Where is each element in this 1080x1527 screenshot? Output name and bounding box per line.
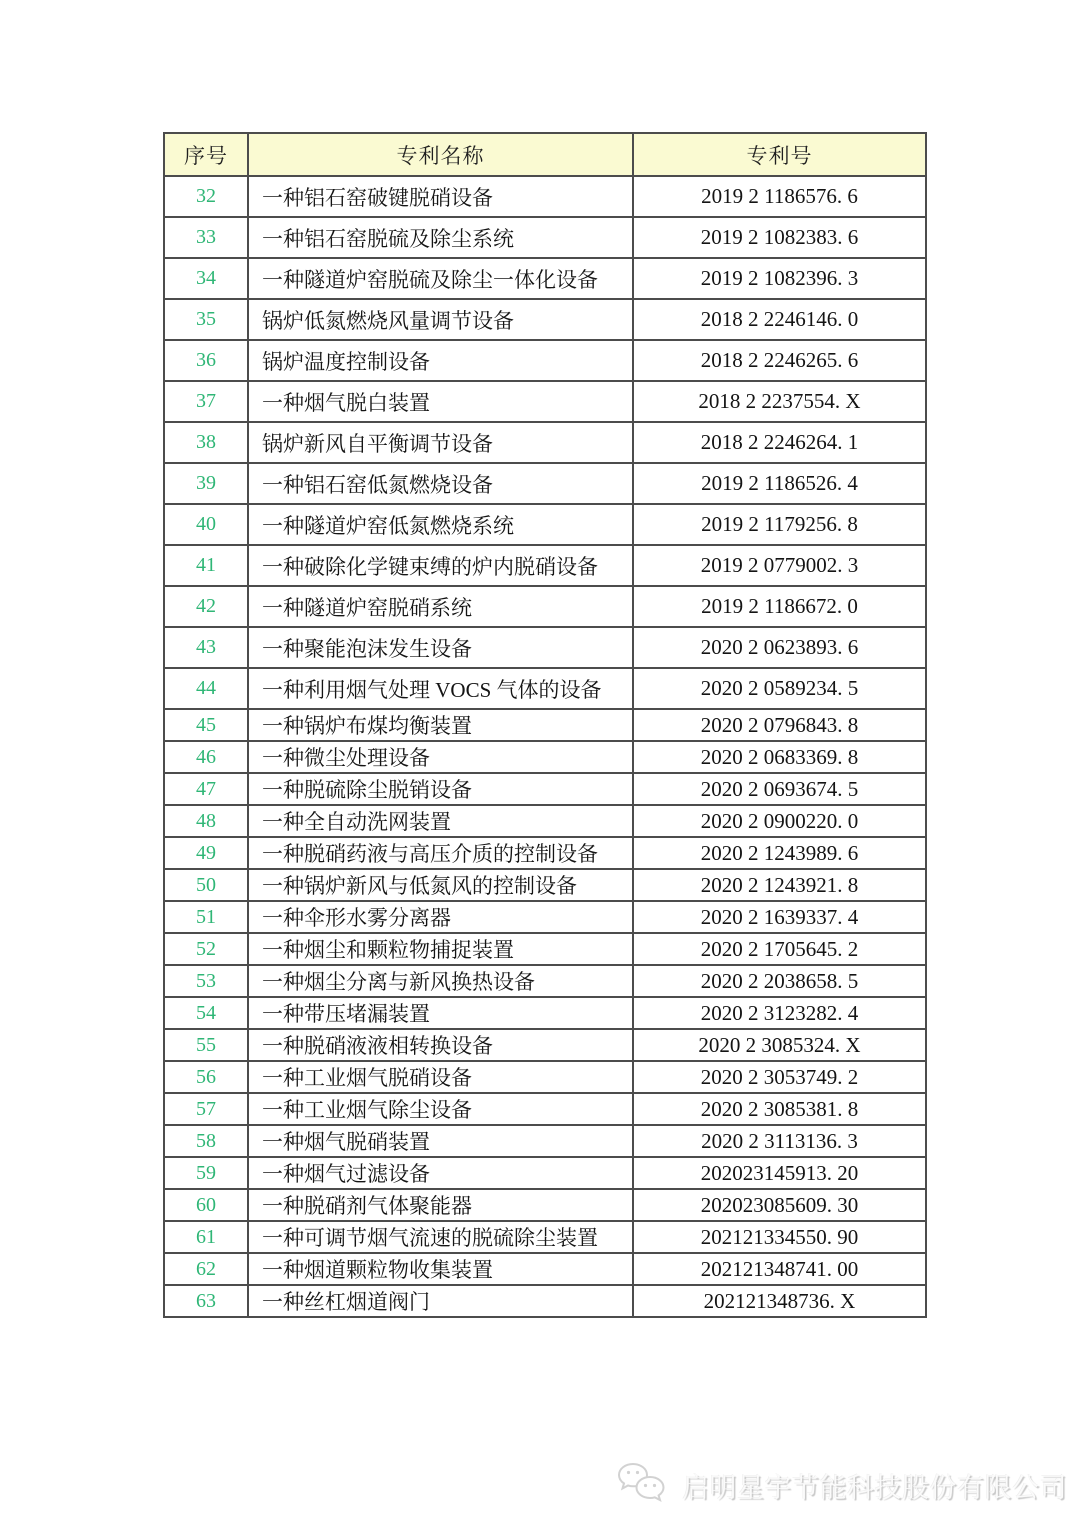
patent-name-cell: 一种可调节烟气流速的脱硫除尘装置 xyxy=(248,1221,633,1253)
table-row xyxy=(164,340,926,381)
patent-number-cell: 2020 2 3085324. X xyxy=(633,1029,926,1061)
table-header-row xyxy=(164,133,926,176)
table-row xyxy=(164,837,926,869)
table-row xyxy=(164,504,926,545)
serial-number-cell: 56 xyxy=(164,1061,248,1093)
serial-number-cell: 37 xyxy=(164,381,248,422)
patent-number-cell: 2020 2 0683369. 8 xyxy=(633,741,926,773)
table-row xyxy=(164,217,926,258)
patent-name-cell: 一种烟气过滤设备 xyxy=(248,1157,633,1189)
patent-number-cell: 2020 2 2038658. 5 xyxy=(633,965,926,997)
patent-name-cell: 一种烟气脱白装置 xyxy=(248,381,633,422)
header-patent-number: 专利号 xyxy=(633,133,926,176)
patent-number-cell: 2020 2 1243921. 8 xyxy=(633,869,926,901)
patent-name-cell: 一种利用烟气处理 VOCS 气体的设备 xyxy=(248,668,633,709)
patent-name-cell: 一种烟尘和颗粒物捕捉装置 xyxy=(248,933,633,965)
serial-number-cell: 47 xyxy=(164,773,248,805)
patent-number-cell: 2019 2 1186672. 0 xyxy=(633,586,926,627)
table-row xyxy=(164,258,926,299)
patent-name-cell: 一种微尘处理设备 xyxy=(248,741,633,773)
serial-number-cell: 39 xyxy=(164,463,248,504)
patent-number-cell: 202121348736. X xyxy=(633,1285,926,1317)
patent-number-cell: 202121348741. 00 xyxy=(633,1253,926,1285)
table-row xyxy=(164,965,926,997)
table-row xyxy=(164,741,926,773)
patent-number-cell: 2018 2 2246265. 6 xyxy=(633,340,926,381)
patent-number-cell: 2020 2 1243989. 6 xyxy=(633,837,926,869)
patent-name-cell: 一种铝石窑破键脱硝设备 xyxy=(248,176,633,217)
serial-number-cell: 41 xyxy=(164,545,248,586)
serial-number-cell: 58 xyxy=(164,1125,248,1157)
patent-name-cell: 一种带压堵漏装置 xyxy=(248,997,633,1029)
table-row xyxy=(164,709,926,741)
patent-name-cell: 一种脱硝液液相转换设备 xyxy=(248,1029,633,1061)
patent-number-cell: 2019 2 1186526. 4 xyxy=(633,463,926,504)
table-row xyxy=(164,901,926,933)
patent-name-cell: 一种烟道颗粒物收集装置 xyxy=(248,1253,633,1285)
serial-number-cell: 50 xyxy=(164,869,248,901)
serial-number-cell: 48 xyxy=(164,805,248,837)
patent-number-cell: 2020 2 1639337. 4 xyxy=(633,901,926,933)
patent-name-cell: 一种丝杠烟道阀门 xyxy=(248,1285,633,1317)
patent-name-cell: 一种脱硫除尘脱销设备 xyxy=(248,773,633,805)
patent-name-cell: 一种隧道炉窑低氮燃烧系统 xyxy=(248,504,633,545)
patent-number-cell: 2020 2 3053749. 2 xyxy=(633,1061,926,1093)
table-row xyxy=(164,176,926,217)
table-row xyxy=(164,586,926,627)
header-patent-name: 专利名称 xyxy=(248,133,633,176)
watermark xyxy=(612,1460,1067,1510)
patent-name-cell: 一种工业烟气除尘设备 xyxy=(248,1093,633,1125)
serial-number-cell: 43 xyxy=(164,627,248,668)
serial-number-cell: 62 xyxy=(164,1253,248,1285)
header-serial-number: 序号 xyxy=(164,133,248,176)
table-row xyxy=(164,299,926,340)
serial-number-cell: 53 xyxy=(164,965,248,997)
serial-number-cell: 34 xyxy=(164,258,248,299)
patent-name-cell: 一种工业烟气脱硝设备 xyxy=(248,1061,633,1093)
chat-bubbles-icon xyxy=(612,1460,670,1510)
serial-number-cell: 35 xyxy=(164,299,248,340)
table-row xyxy=(164,381,926,422)
patent-name-cell: 锅炉低氮燃烧风量调节设备 xyxy=(248,299,633,340)
patent-number-cell: 2020 2 0623893. 6 xyxy=(633,627,926,668)
serial-number-cell: 32 xyxy=(164,176,248,217)
serial-number-cell: 38 xyxy=(164,422,248,463)
patent-number-cell: 2019 2 1179256. 8 xyxy=(633,504,926,545)
patent-number-cell: 2018 2 2246146. 0 xyxy=(633,299,926,340)
serial-number-cell: 40 xyxy=(164,504,248,545)
table-row xyxy=(164,805,926,837)
serial-number-cell: 59 xyxy=(164,1157,248,1189)
serial-number-cell: 44 xyxy=(164,668,248,709)
patent-name-cell: 一种锅炉新风与低氮风的控制设备 xyxy=(248,869,633,901)
patent-number-cell: 2019 2 1082396. 3 xyxy=(633,258,926,299)
patent-number-cell: 2020 2 0693674. 5 xyxy=(633,773,926,805)
table-row xyxy=(164,668,926,709)
table-row xyxy=(164,1061,926,1093)
serial-number-cell: 33 xyxy=(164,217,248,258)
table-row xyxy=(164,463,926,504)
serial-number-cell: 46 xyxy=(164,741,248,773)
table-row xyxy=(164,1029,926,1061)
patent-number-cell: 2018 2 2237554. X xyxy=(633,381,926,422)
table-row xyxy=(164,1221,926,1253)
table-row xyxy=(164,933,926,965)
patent-number-cell: 2020 2 3123282. 4 xyxy=(633,997,926,1029)
table-row xyxy=(164,627,926,668)
patent-name-cell: 锅炉温度控制设备 xyxy=(248,340,633,381)
patent-name-cell: 锅炉新风自平衡调节设备 xyxy=(248,422,633,463)
patent-number-cell: 2020 2 1705645. 2 xyxy=(633,933,926,965)
patent-name-cell: 一种隧道炉窑脱硫及除尘一体化设备 xyxy=(248,258,633,299)
patent-name-cell: 一种锅炉布煤均衡装置 xyxy=(248,709,633,741)
serial-number-cell: 60 xyxy=(164,1189,248,1221)
patent-name-cell: 一种烟气脱硝装置 xyxy=(248,1125,633,1157)
patent-number-cell: 202023145913. 20 xyxy=(633,1157,926,1189)
table-row xyxy=(164,773,926,805)
table-body xyxy=(164,176,926,1317)
patent-name-cell: 一种脱硝剂气体聚能器 xyxy=(248,1189,633,1221)
patent-name-cell: 一种烟尘分离与新风换热设备 xyxy=(248,965,633,997)
patent-number-cell: 2020 2 3113136. 3 xyxy=(633,1125,926,1157)
serial-number-cell: 55 xyxy=(164,1029,248,1061)
table-row xyxy=(164,1157,926,1189)
serial-number-cell: 61 xyxy=(164,1221,248,1253)
patent-number-cell: 2020 2 0796843. 8 xyxy=(633,709,926,741)
serial-number-cell: 54 xyxy=(164,997,248,1029)
patent-name-cell: 一种破除化学键束缚的炉内脱硝设备 xyxy=(248,545,633,586)
table-row xyxy=(164,1253,926,1285)
patent-name-cell: 一种聚能泡沫发生设备 xyxy=(248,627,633,668)
table-row xyxy=(164,545,926,586)
patent-number-cell: 2019 2 0779002. 3 xyxy=(633,545,926,586)
serial-number-cell: 49 xyxy=(164,837,248,869)
patent-number-cell: 2020 2 0589234. 5 xyxy=(633,668,926,709)
serial-number-cell: 36 xyxy=(164,340,248,381)
patent-name-cell: 一种铝石窑脱硫及除尘系统 xyxy=(248,217,633,258)
patent-name-cell: 一种铝石窑低氮燃烧设备 xyxy=(248,463,633,504)
serial-number-cell: 45 xyxy=(164,709,248,741)
serial-number-cell: 52 xyxy=(164,933,248,965)
patent-number-cell: 2019 2 1082383. 6 xyxy=(633,217,926,258)
patent-name-cell: 一种伞形水雾分离器 xyxy=(248,901,633,933)
serial-number-cell: 42 xyxy=(164,586,248,627)
patent-number-cell: 2020 2 0900220. 0 xyxy=(633,805,926,837)
patent-name-cell: 一种全自动洗网装置 xyxy=(248,805,633,837)
table-row xyxy=(164,1093,926,1125)
serial-number-cell: 63 xyxy=(164,1285,248,1317)
patent-number-cell: 202023085609. 30 xyxy=(633,1189,926,1221)
patent-name-cell: 一种隧道炉窑脱硝系统 xyxy=(248,586,633,627)
patent-name-cell: 一种脱硝药液与高压介质的控制设备 xyxy=(248,837,633,869)
patent-number-cell: 2018 2 2246264. 1 xyxy=(633,422,926,463)
patent-number-cell: 202121334550. 90 xyxy=(633,1221,926,1253)
serial-number-cell: 57 xyxy=(164,1093,248,1125)
patent-table xyxy=(163,132,927,1318)
patent-number-cell: 2019 2 1186576. 6 xyxy=(633,176,926,217)
table-row xyxy=(164,1189,926,1221)
table-row xyxy=(164,869,926,901)
table-row xyxy=(164,422,926,463)
watermark-company-name: 启明星宇节能科技股份有限公司 xyxy=(682,1472,1067,1503)
table-row xyxy=(164,1125,926,1157)
table-row xyxy=(164,997,926,1029)
serial-number-cell: 51 xyxy=(164,901,248,933)
patent-number-cell: 2020 2 3085381. 8 xyxy=(633,1093,926,1125)
table-row xyxy=(164,1285,926,1317)
